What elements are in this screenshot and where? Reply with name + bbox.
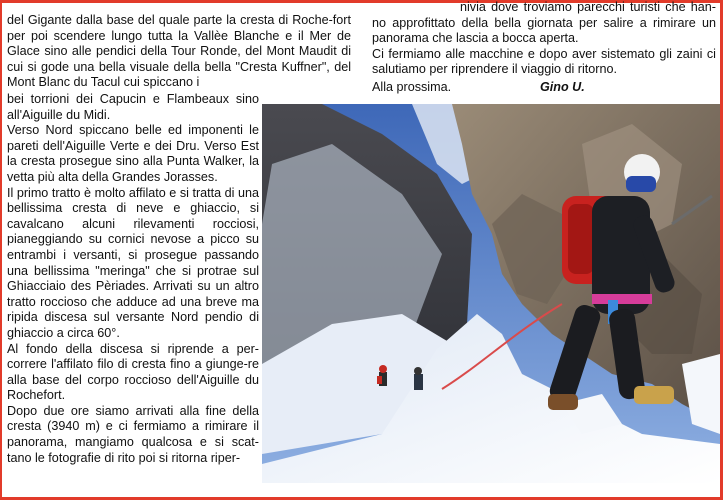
closing-text: Alla prossima. bbox=[372, 79, 452, 94]
paragraph: nivia dove troviamo parecchi turisti che han-no approfittato della bella giornata per salire a rimirare un panorama che lascia a bocca aperta. bbox=[372, 0, 716, 46]
article-column-right bbox=[372, 0, 716, 96]
paragraph: Dopo due ore siamo arrivati alla fine della cresta (3940 m) e ci fermiamo a rimirare il panorama, mangiamo qualcosa e si scat-tano le fotografie di rito poi si ritorna riper- bbox=[7, 403, 259, 465]
author-signature: Gino U. bbox=[540, 79, 585, 94]
paragraph: Il primo tratto è molto affilato e si tratta di una bellissima cresta di neve e ghiaccio, si cavalcano alcuni rilevamenti rocciosi, pianeggiando su cornici nevose a picco su entrambi i versanti, si prosegue passando una bellissima "meringa" che si protrae sul Ghiacciaio des Pèriades. Arrivati su un altro tratto roccioso che adduce ad una breve ma ripida discesa sul versante Nord pendio di ghiaccio a circa 60°. bbox=[7, 185, 259, 340]
paragraph: bei torrioni dei Capucin e Flambeaux sino all'Aiguille du Midi. bbox=[7, 92, 259, 122]
article-column-left-top bbox=[7, 13, 351, 91]
article-photo bbox=[262, 104, 720, 483]
paragraph: del Gigante dalla base del quale parte la cresta di Roche-fort per poi scendere lungo tutta la Vallèe Blanche e il Mer de Glace sino alle pendici della Tour Ronde, del Mont Maudit di cui si gode una bella visuale della bella "Cresta Kuffner", del Mont Blanc du Tacul cui spiccano i bbox=[7, 13, 351, 90]
paragraph: Ci fermiamo alle macchine e dopo aver sistemato gli zaini ci salutiamo per riprendere il viaggio di ritorno. bbox=[372, 46, 716, 77]
paragraph: Al fondo della discesa si riprende a per-correre l'affilato filo di cresta fino a giunge-re alla base del corpo roccioso dell'Aiguille du Rochefort. bbox=[7, 341, 259, 403]
signature-row bbox=[372, 80, 716, 96]
article-column-left-bottom bbox=[7, 92, 259, 466]
paragraph: Verso Nord spiccano belle ed imponenti le pareti dell'Aiguille Verte e dei Dru. Verso Est la cresta prosegue sino alla Punta Walker, la vetta più alta della Grandes Jorasses. bbox=[7, 123, 259, 184]
page-frame-left bbox=[0, 0, 2, 500]
